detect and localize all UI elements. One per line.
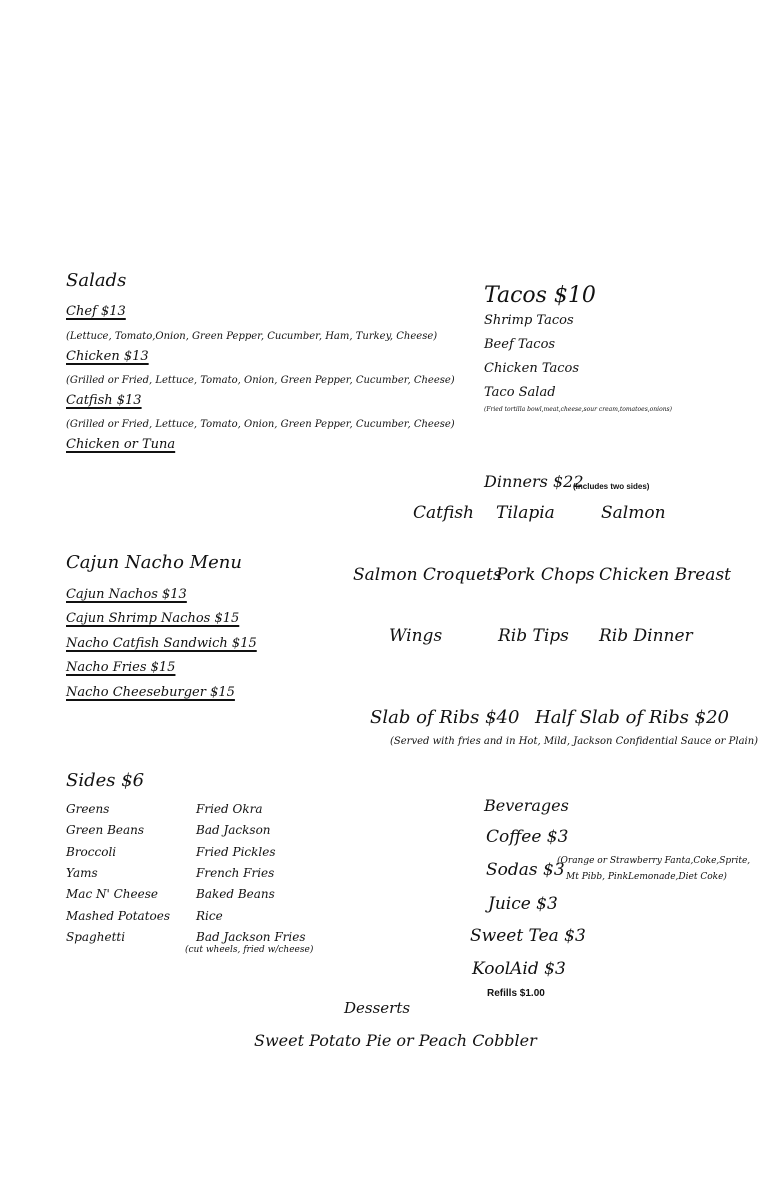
bev-koolaid: KoolAid $3 — [472, 959, 566, 979]
taco-shrimp: Shrimp Tacos — [484, 313, 574, 328]
dinner-salmon: Salmon — [601, 503, 666, 523]
side-yams: Yams — [66, 866, 98, 880]
side-green-beans: Green Beans — [66, 823, 145, 837]
side-bad-jackson: Bad Jackson — [196, 823, 271, 837]
dinner-chicken-breast: Chicken Breast — [599, 565, 731, 585]
salad-chicken-desc: (Grilled or Fried, Lettuce, Tomato, Onion, Green Pepper, Cucumber, Cheese) — [66, 375, 455, 386]
dinner-tilapia: Tilapia — [496, 503, 555, 523]
bev-sweet-tea: Sweet Tea $3 — [470, 926, 586, 946]
side-baked-beans: Baked Beans — [196, 887, 275, 901]
salad-chicken: Chicken $13 — [66, 349, 149, 364]
salad-chicken-or-tuna: Chicken or Tuna — [66, 437, 176, 452]
dinner-rib-dinner: Rib Dinner — [599, 626, 693, 646]
side-french-fries: French Fries — [196, 866, 275, 880]
desserts-heading: Desserts — [344, 999, 411, 1017]
side-fried-okra: Fried Okra — [196, 802, 263, 816]
ribs-note: (Served with fries and in Hot, Mild, Jackson Confidential Sauce or Plain) — [390, 736, 758, 747]
bev-refills: Refills $1.00 — [487, 988, 545, 999]
nacho-item-catfish-sandwich: Nacho Catfish Sandwich $15 — [66, 636, 257, 651]
salad-catfish-desc: (Grilled or Fried, Lettuce, Tomato, Onion, Green Pepper, Cucumber, Cheese) — [66, 419, 455, 430]
side-mashed-potatoes: Mashed Potatoes — [66, 909, 171, 923]
dinner-wings: Wings — [389, 626, 443, 646]
bev-coffee: Coffee $3 — [486, 827, 569, 847]
nacho-heading: Cajun Nacho Menu — [66, 552, 242, 573]
dinners-note: (Includes two sides) — [573, 482, 650, 491]
sides-heading: Sides $6 — [66, 770, 145, 791]
taco-salad: Taco Salad — [484, 385, 556, 400]
side-mac-n-cheese: Mac N' Cheese — [66, 887, 158, 901]
side-broccoli: Broccoli — [66, 845, 117, 859]
bev-sodas-note-1: (Orange or Strawberry Fanta,Coke,Sprite, — [557, 856, 751, 866]
side-greens: Greens — [66, 802, 110, 816]
dinner-salmon-croquets: Salmon Croquets — [353, 565, 502, 585]
side-spaghetti: Spaghetti — [66, 930, 126, 944]
beverages-heading: Beverages — [484, 796, 569, 815]
dinner-rib-tips: Rib Tips — [498, 626, 569, 646]
tacos-heading: Tacos $10 — [484, 283, 596, 308]
salad-chef-desc: (Lettuce, Tomato,Onion, Green Pepper, Cucumber, Ham, Turkey, Cheese) — [66, 331, 438, 342]
nacho-item-nacho-fries: Nacho Fries $15 — [66, 660, 176, 675]
taco-beef: Beef Tacos — [484, 337, 556, 352]
desserts-items: Sweet Potato Pie or Peach Cobbler — [254, 1031, 537, 1050]
slab-of-ribs: Slab of Ribs $40 — [370, 707, 520, 728]
taco-chicken: Chicken Tacos — [484, 361, 580, 376]
bev-juice: Juice $3 — [488, 894, 558, 914]
salad-catfish: Catfish $13 — [66, 393, 142, 408]
side-rice: Rice — [196, 909, 223, 923]
bev-sodas-note-2: Mt Pibb, PinkLemonade,Diet Coke) — [566, 872, 727, 882]
side-bad-jackson-fries: Bad Jackson Fries — [196, 930, 306, 944]
nacho-item-cajun-nachos: Cajun Nachos $13 — [66, 587, 187, 602]
dinners-heading: Dinners $22 — [484, 472, 584, 491]
nacho-item-cajun-shrimp-nachos: Cajun Shrimp Nachos $15 — [66, 611, 240, 626]
side-fries-note: (cut wheels, fried w/cheese) — [185, 945, 314, 955]
half-slab-of-ribs: Half Slab of Ribs $20 — [535, 707, 730, 728]
side-fried-pickles: Fried Pickles — [196, 845, 276, 859]
dinner-catfish: Catfish — [413, 503, 474, 523]
taco-salad-note: (Fried tortilla bowl,meat,cheese,sour cream,tomatoes,onions) — [484, 406, 672, 413]
dinner-pork-chops: Pork Chops — [496, 565, 595, 585]
bev-sodas: Sodas $3 — [486, 860, 565, 880]
salad-chef: Chef $13 — [66, 304, 126, 319]
nacho-item-cheeseburger: Nacho Cheeseburger $15 — [66, 685, 235, 700]
salads-heading: Salads — [66, 270, 127, 291]
